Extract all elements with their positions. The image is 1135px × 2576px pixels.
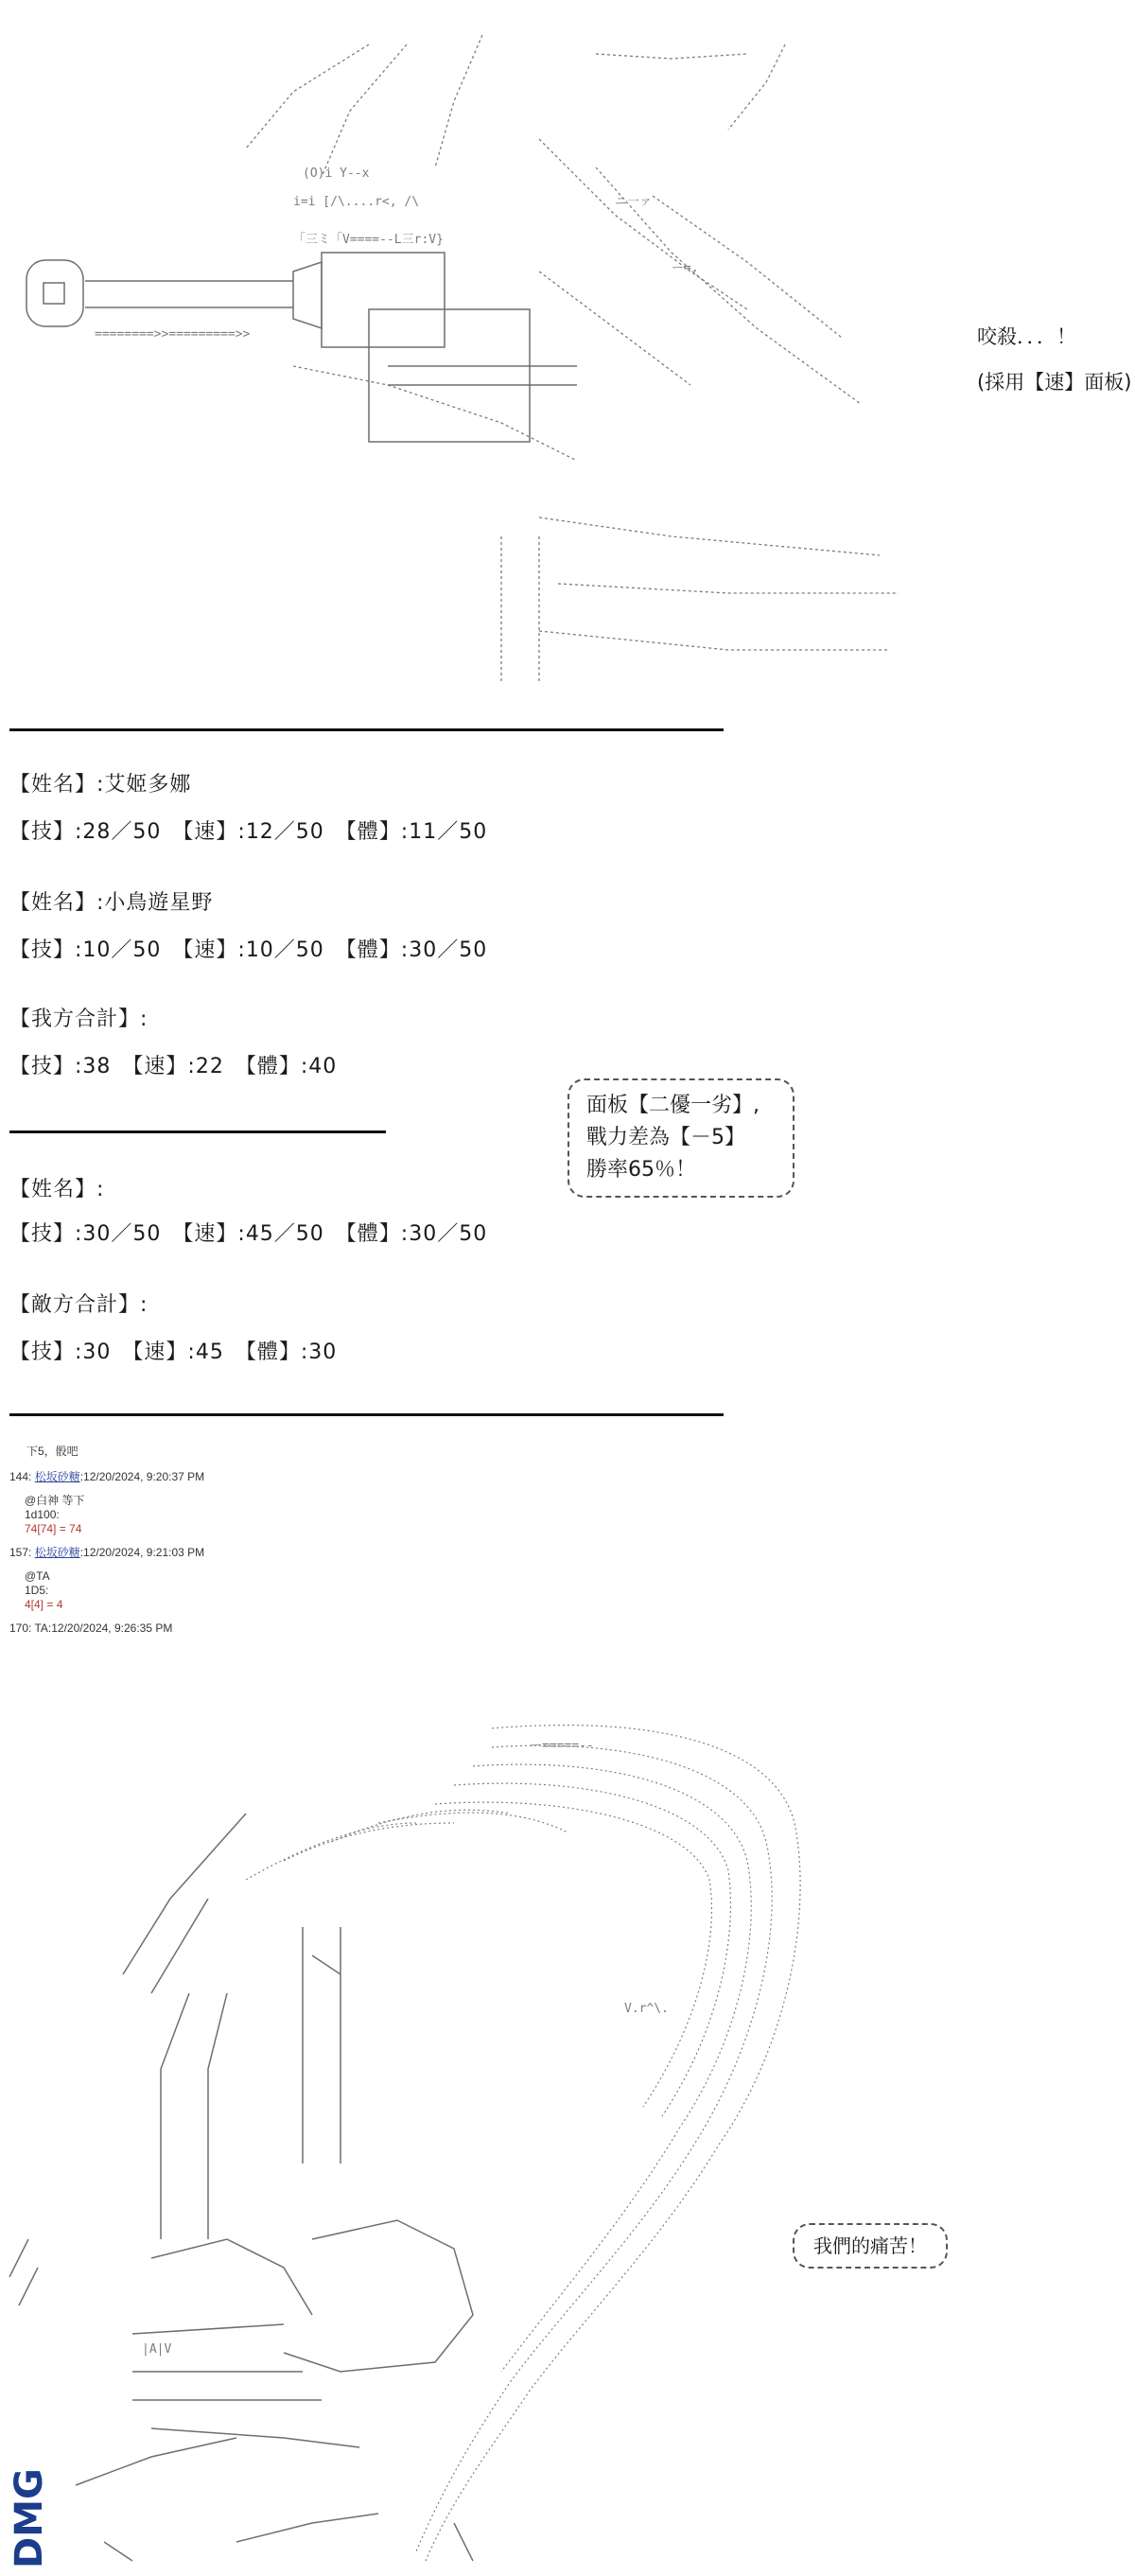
post-157-body — [25, 1569, 577, 1612]
post-157-result: 4[4] = 4 — [25, 1598, 63, 1611]
ascii-art-bottom — [0, 1693, 946, 2573]
enemy-total-stats: 【技】:30 【速】:45 【體】:30 — [9, 1341, 338, 1364]
post-144-dice: 1d100: — [25, 1508, 60, 1521]
ally-total-stats: 【技】:38 【速】:22 【體】:40 — [9, 1055, 338, 1078]
ally1-stats: 【技】:28／50 【速】:12／50 【體】:11／50 — [9, 820, 488, 844]
ally1-name: 【姓名】:艾姬多娜 — [9, 773, 192, 797]
bubble-line-3: 勝率65％！ — [586, 1158, 696, 1182]
post-144-time: :12/20/2024, 9:20:37 PM — [79, 1470, 205, 1483]
enemy-name: 【姓名】: — [9, 1178, 105, 1201]
post-157-header — [9, 1546, 577, 1560]
ally2-name: 【姓名】:小鳥遊星野 — [9, 891, 214, 915]
ascii-art-top-drawing — [9, 26, 946, 681]
bubble-line-1: 面板【二優一劣】, — [586, 1094, 760, 1117]
svg-text:ー=.: ー=. — [672, 261, 699, 275]
post-144-user-link[interactable]: 松坂砂糖 — [34, 1470, 80, 1483]
svg-text:「三ミ「V====--L三r:V}: 「三ミ「V====--L三r:V} — [293, 233, 444, 247]
svg-text:ニ一ァ: ニ一ァ — [615, 195, 653, 209]
ascii-art-bottom-drawing — [0, 1709, 946, 2573]
post-157-time: :12/20/2024, 9:21:03 PM — [79, 1546, 205, 1559]
divider-1 — [9, 728, 724, 731]
post-144-header — [9, 1470, 577, 1484]
log-line-roll-request: 下5，骰吧 — [26, 1445, 79, 1458]
enemy-total-header: 【敵方合計】: — [9, 1293, 148, 1317]
svg-text:ー=====--: ー=====-- — [530, 1739, 594, 1753]
svg-text:(O)i Y--x: (O)i Y--x — [303, 166, 370, 181]
forum-log — [9, 1445, 577, 1636]
enemy-stats: 【技】:30／50 【速】:45／50 【體】:30／50 — [9, 1222, 488, 1246]
svg-text:V.r^\.: V.r^\. — [624, 2002, 669, 2016]
bubble-line-2: 戰力差為【－5】 — [586, 1126, 745, 1149]
ascii-art-top — [9, 9, 946, 681]
divider-2 — [9, 1130, 386, 1133]
post-144-result: 74[74] = 74 — [25, 1522, 82, 1535]
dmg-watermark-logo: DMG — [8, 2468, 51, 2568]
svg-text:i=i [/\....r<, /\: i=i [/\....r<, /\ — [293, 195, 420, 209]
panel-info-bubble — [568, 1078, 794, 1198]
post-157-mention: @TA — [25, 1569, 50, 1583]
divider-3 — [9, 1413, 724, 1416]
svg-text:========>>=========>>: ========>>=========>> — [95, 327, 251, 342]
post-157-dice: 1D5: — [25, 1584, 49, 1597]
ally2-stats: 【技】:10／50 【速】:10／50 【體】:30／50 — [9, 938, 488, 962]
ally-total-header: 【我方合計】: — [9, 1008, 148, 1031]
post-144-mention: @白神 等下 — [25, 1494, 85, 1507]
side-text-panel-choice: (採用【速】面板) — [977, 371, 1132, 394]
svg-text:|A|V: |A|V — [142, 2342, 172, 2357]
side-text-bite: 咬殺．．．！ — [977, 325, 1076, 348]
post-157-number: 157: — [9, 1546, 35, 1559]
post-157-user-link[interactable]: 松坂砂糖 — [34, 1546, 80, 1559]
post-170-header: 170: TA:12/20/2024, 9:26:35 PM — [9, 1621, 173, 1635]
post-144-number: 144: — [9, 1470, 35, 1483]
post-144-body — [25, 1494, 577, 1536]
pain-bubble: 我們的痛苦！ — [793, 2223, 948, 2269]
